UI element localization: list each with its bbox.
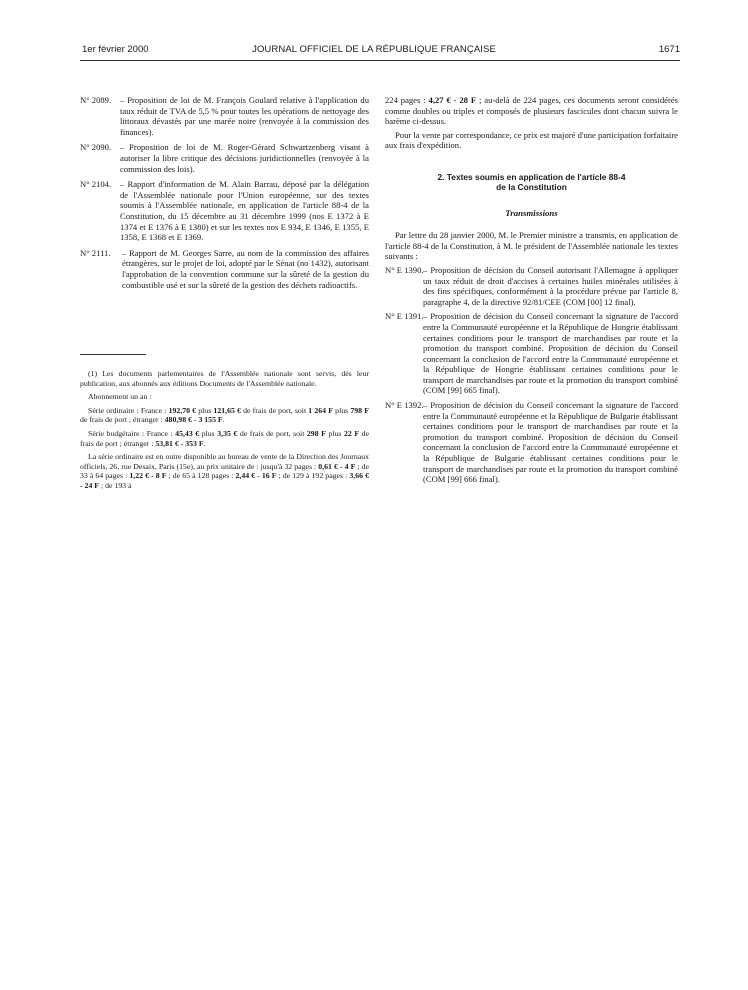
entry-text: – Rapport de M. Georges Sarre, au nom de la commission des affaires étrangères, sur le projet de loi, adopté par le Sénat (no 1432), autorisant l'approbation de la convention commune sur la sûreté de la gestion du combustible usé et sur la sûreté de la gestion des déchets radioactifs.	[122, 247, 369, 290]
transmission-entry	[385, 311, 678, 396]
price-text: ; au-delà de 224 pages, ces documents seront considérés comme doubles ou triples et composés de plusieurs fascicules dont chacun suivra le barème ci-dessus.	[385, 95, 678, 127]
header-rule	[80, 60, 680, 61]
price-text: de frais de port ; étranger :	[80, 415, 165, 425]
price-text: plus	[196, 405, 214, 415]
price-text: de frais de port ; étranger :	[80, 428, 369, 448]
journal-title: JOURNAL OFFICIEL DE LA RÉPUBLIQUE FRANÇAISE	[252, 44, 496, 55]
entry-number: N° 2090.	[80, 142, 112, 153]
entry-text: – Proposition de loi de M. François Goulard relative à l'application du taux réduit de TVA de 5,5 % pour toutes les opérations de nettoyage des littoraux dévastés par une marée noire (renvoyée à la commission des finances).	[120, 95, 369, 137]
entry-number: N° E 1390.	[385, 264, 424, 275]
header-date: 1er février 2000	[82, 44, 149, 55]
page-number: 1671	[658, 44, 680, 55]
price-continuation	[385, 95, 678, 127]
price-value: 2,44 € - 16 F	[235, 471, 277, 481]
entry-number: N° 2089.	[80, 95, 112, 105]
price-value: 798 F	[350, 405, 369, 415]
price-value: 121,65 €	[213, 405, 241, 415]
unit-price-list	[80, 452, 369, 490]
price-text: La série ordinaire est en outre disponible au bureau de vente de la Direction des Journaux officiels, 26, rue Desaix, Paris (15e), au prix unitaire de : jusqu'à 32 pages :	[80, 452, 369, 471]
section-title	[385, 173, 678, 193]
price-value: 3,66 € - 24 F	[80, 471, 369, 490]
page-header	[60, 44, 688, 60]
footnotes	[80, 369, 369, 495]
price-text: plus	[325, 428, 344, 438]
mail-order-note: Pour la vente par correspondance, ce prix est majoré d'une participation forfaitaire aux frais d'expédition.	[385, 129, 678, 151]
price-text: .	[222, 415, 225, 425]
price-text: de frais de port, soit	[237, 428, 307, 438]
serie-budgetaire-price	[80, 429, 369, 448]
right-column	[385, 95, 678, 489]
price-value: 45,43 €	[175, 428, 200, 438]
transmission-entry	[385, 400, 678, 485]
footnote-1: (1) Les documents parlementaires de l'Assemblée nationale sont servis, dès leur publication, aux abonnés aux éditions Documents de l'Assemblée nationale.	[80, 369, 369, 388]
intro-paragraph: Par lettre du 28 janvier 2000, M. le Premier ministre a transmis, en application de l'article 88-4 de la Constitution, à M. le président de l'Assemblée nationale les textes suivants :	[385, 230, 678, 262]
entry-number: N° 2104.	[80, 179, 112, 190]
subheading-transmissions: Transmissions	[505, 207, 558, 218]
document-entry	[80, 142, 369, 174]
transmission-entry	[385, 265, 678, 307]
footnote-rule	[80, 354, 146, 355]
entry-number: N° E 1391.	[385, 311, 424, 322]
document-entry	[80, 95, 369, 137]
price-value: 4,27 € - 28 F	[428, 95, 477, 105]
price-value: 22 F	[343, 428, 360, 438]
entry-text: – Proposition de décision du Conseil autorisant l'Allemagne à appliquer un taux réduit de droit d'accises à certaines huiles minérales utilisées à des fins spécifiques, conformément à la procédure prévue par l'article 8, paragraphe 4, de la directive 92/81/CEE (COM [00] 12 final).	[423, 264, 678, 307]
price-text: ; de 65 à 128 pages :	[166, 471, 236, 481]
price-text: ; de 33 à 64 pages :	[80, 461, 369, 481]
price-value: 3,35 €	[217, 428, 238, 438]
price-label: Série ordinaire : France :	[88, 405, 169, 415]
price-text: de frais de port, soit	[240, 405, 309, 415]
document-entry	[80, 179, 369, 243]
price-value: 0,61 € - 4 F	[318, 461, 356, 471]
section-title-line: de la Constitution	[496, 181, 567, 192]
entry-number: N° E 1392.	[385, 400, 424, 411]
price-value: 480,98 € - 3 155 F	[164, 415, 223, 425]
price-value: 1,22 € - 8 F	[129, 471, 167, 481]
entry-text: – Rapport d'information de M. Alain Barrau, déposé par la délégation de l'Assemblée nationale pour l'Union européenne, sur des textes soumis à l'Assemblée nationale, en application de l'article 88-4 de la Constitution, du 15 décembre au 31 décembre 1999 (nos E 1372 à E 1374 et E 1376 à E 1380) et sur les textes nos E 934, E 1346, E 1355, E 1358, E 1368 et E 1369.	[120, 179, 369, 243]
entry-text: – Proposition de décision du Conseil concernant la signature de l'accord entre la Communauté européenne et la République de Hongrie établissant certaines conditions pour le transport de marchandises par route et la promotion du transport combiné. Proposition de décision du Conseil concernant la conclusion de l'accord entre la Communauté européenne et la République de Hongrie établissant certaines conditions pour le transport de marchandises par route et la promotion du transport combiné (COM [99] 665 final).	[423, 311, 678, 396]
price-text: 224 pages :	[385, 95, 429, 105]
price-text: plus	[333, 405, 351, 415]
entry-number: N° 2111.	[80, 247, 111, 258]
price-value: 298 F	[306, 428, 326, 438]
price-value: 1 264 F	[308, 405, 333, 415]
price-value: 192,70 €	[168, 405, 197, 415]
subscription-heading: Abonnement un an :	[88, 392, 152, 402]
serie-ordinaire-price	[80, 406, 369, 425]
price-text: plus	[199, 428, 218, 438]
price-value: 53,81 € - 353 F	[155, 438, 204, 448]
entry-text: – Proposition de décision du Conseil concernant la signature de l'accord entre la Communauté européenne et la République de Bulgarie établissant certaines conditions pour le transport de marchandises par route et la promotion du transport combiné. Proposition de décision du Conseil concernant la conclusion de l'accord entre la Communauté européenne et la République de Bulgarie établissant certaines conditions pour le transport de marchandises par route et la promotion du transport combiné (COM [99] 666 final).	[423, 400, 678, 485]
document-entry	[80, 248, 369, 290]
price-label: Série budgétaire : France :	[88, 428, 176, 438]
section-title-line: 2. Textes soumis en application de l'article 88-4	[437, 171, 626, 182]
price-text: .	[203, 438, 206, 448]
left-column	[80, 95, 369, 295]
price-text: ; de 193 à	[99, 480, 132, 490]
price-text: ; de 129 à 192 pages :	[276, 471, 350, 481]
entry-text: – Proposition de loi de M. Roger-Gérard Schwartzenberg visant à autoriser la libre critique des décisions juridictionnelles (renvoyée à la commission des lois).	[120, 142, 369, 174]
